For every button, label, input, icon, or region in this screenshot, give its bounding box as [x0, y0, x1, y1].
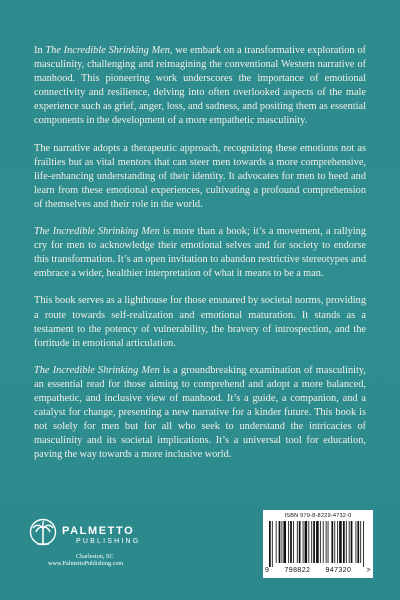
barcode-bar [311, 521, 312, 563]
barcode-bar [308, 521, 309, 563]
blurb-paragraph-5: The Incredible Shrinking Men is a groundbreaking examination of masculinity, an essential read for those aiming to comprehend and adopt a more balanced, empathetic, and inclusive view of manhood. It’s a guide, a companion, and a catalyst for change, presenting a new narrative for a kinder future. This book is not solely for men but for all who seek to understand the intricacies of masculinity and its societal implications. It’s a universal tool for education, paving the way towards a more inclusive world. [34, 364, 366, 461]
barcode-bar [320, 521, 321, 563]
barcode-bar [349, 521, 350, 563]
barcode-bar [293, 521, 294, 563]
barcode-digits [265, 567, 371, 574]
publisher-name: PALMETTO [62, 524, 135, 537]
barcode-bar [343, 521, 345, 563]
barcode-bar [339, 521, 342, 563]
book-title: The Incredible Shrinking Men [45, 45, 170, 56]
barcode-bar [363, 521, 364, 567]
palmetto-tree-icon [28, 518, 58, 552]
barcode-bar [346, 521, 347, 563]
blurb-paragraph-4: This book serves as a lighthouse for those ensnared by societal norms, providing a route towards self-realization and emotional maturation. It stands as a testament to the potency of vulnerability, the bravery of introspection, and the fortitude in emotional articulation. [34, 295, 366, 349]
barcode-bar [288, 521, 289, 563]
barcode-bar [334, 521, 335, 563]
publisher-imprint [28, 518, 168, 588]
barcode-bar [313, 521, 315, 563]
barcode-digit-lead: 9 [265, 567, 270, 574]
barcode-bar [281, 521, 282, 563]
barcode-digits-right: 947320 [325, 567, 352, 574]
barcode-bar [328, 521, 329, 563]
barcode-bar [303, 521, 304, 563]
blurb-paragraph-1: In The Incredible Shrinking Men, we embark on a transformative exploration of masculinity, challenging and reimagining the conventional Western narrative of manhood. This pioneering work underscores the importance of emotional connectivity and resilience, delving into often overlooked aspects of the male experience such as grief, anger, loss, and sadness, and positing them as essential components in the development of a more empathetic masculinity. [34, 45, 366, 127]
barcode-bar [272, 521, 273, 567]
book-title: The Incredible Shrinking Men [34, 226, 160, 238]
isbn-label: ISBN 979-8-8229-4732-0 [284, 513, 352, 519]
publisher-url: www.PalmettoPublishing.com [48, 560, 124, 567]
book-title: The Incredible Shrinking Men [34, 364, 160, 376]
blurb-paragraph-2: The narrative adopts a therapeutic approach, recognizing these emotions not as frailties but as vital mentors that can steer men towards a more comprehensive, life-enhancing understanding of their identity. It advocates for men to heed and learn from these emotional experiences, cultivating a profound comprehension of themselves and their role in the world. [34, 142, 366, 210]
barcode-bar [355, 521, 356, 563]
barcode-bar [326, 521, 327, 563]
blurb-text [34, 44, 366, 475]
barcode-bar [316, 521, 319, 563]
barcode-bar [283, 521, 286, 563]
barcode-bar [323, 521, 324, 563]
isbn-barcode [263, 510, 373, 578]
barcode-digits-left: 798822 [284, 567, 311, 574]
barcode-bar [305, 521, 308, 563]
publisher-subtitle: PUBLISHING [76, 537, 141, 545]
blurb-paragraph-3: The Incredible Shrinking Men is more than a book; it’s a movement, a rallying cry for men to acknowledge their emotional selves and for society to endorse this transformation. It’s an open invitation to abandon restrictive stereotypes and embrace a wider, healthier interpretation of what it means to be a man. [34, 226, 366, 280]
publisher-location: Charleston, SC [76, 553, 114, 560]
barcode-bar [279, 521, 281, 563]
barcode-bar [360, 521, 361, 563]
barcode-bar [297, 521, 298, 563]
barcode-bars [269, 521, 367, 567]
barcode-bar [269, 521, 271, 567]
barcode-bar [276, 521, 277, 563]
barcode-bar [299, 521, 301, 563]
barcode-bar [351, 521, 353, 563]
barcode-bar [357, 521, 359, 563]
barcode-bar [331, 521, 333, 563]
barcode-bar [290, 521, 292, 563]
barcode-digit-tail: > [366, 567, 371, 574]
barcode-bar [337, 521, 338, 563]
